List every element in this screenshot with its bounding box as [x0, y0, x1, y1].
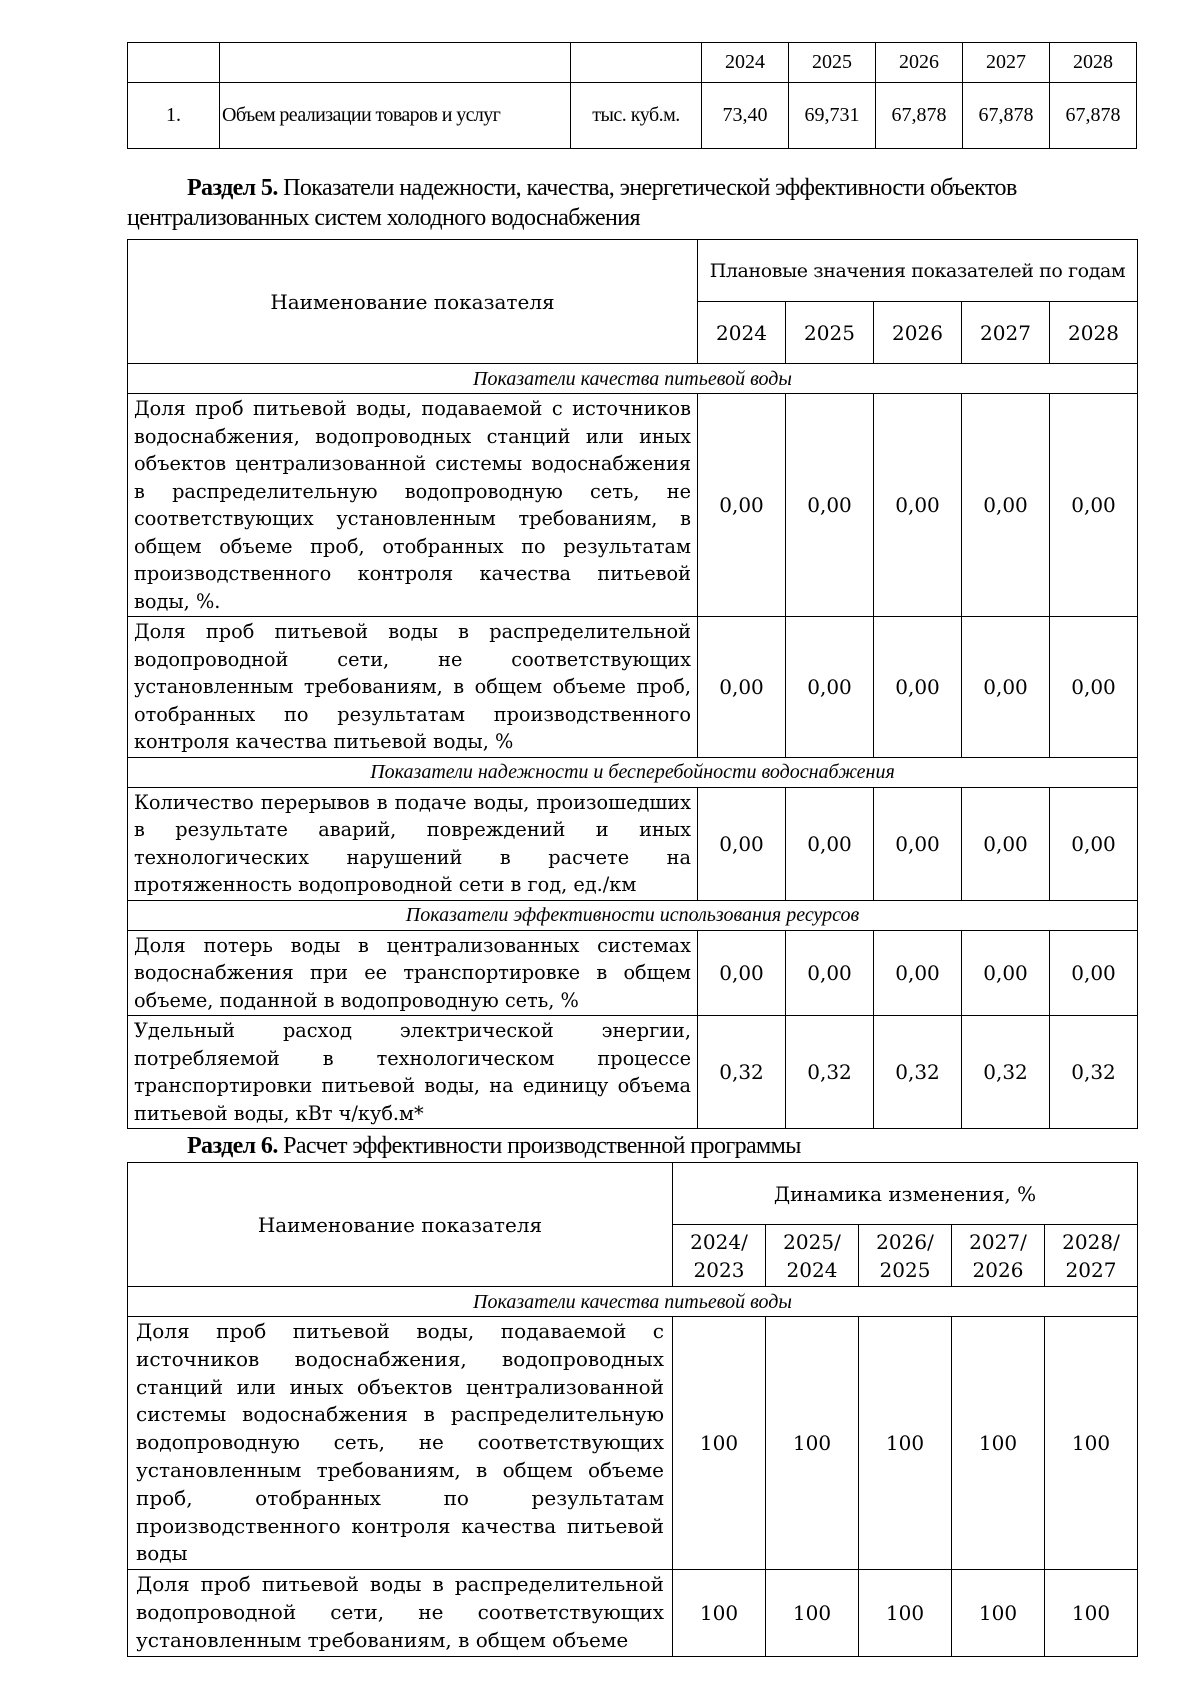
year-cell: 2027: [962, 302, 1050, 364]
column-header-name: Наименование показателя: [128, 1163, 673, 1287]
year-cell: 2026: [874, 302, 962, 364]
period-from: 2028/: [1062, 1229, 1120, 1254]
indicator-name: Доля проб питьевой воды, подаваемой с источников водоснабжения, водопроводных станций или иных объектов централизованной системы водоснабжения в распределительную водопроводную сеть, не соответствующих установленным требованиям, в общем объеме проб, отобранных по результатам производственного контроля качества питьевой воды, %.: [128, 394, 698, 617]
value-cell: 0,00: [786, 394, 874, 617]
year-cell: 2024: [698, 302, 786, 364]
year-header-row: [128, 43, 1137, 83]
value-cell: 0,32: [786, 1016, 874, 1129]
category-row: [128, 364, 1138, 394]
value-cell: 0,00: [874, 394, 962, 617]
indicator-name: Доля проб питьевой воды в распределительной водопроводной сети, не соответствующих установленным требованиям, в общем объеме: [128, 1570, 673, 1656]
row-number: 1.: [128, 83, 220, 149]
value-cell: 0,00: [786, 617, 874, 758]
period-to: 2026: [972, 1257, 1024, 1282]
value-cell: 100: [859, 1570, 952, 1656]
table-row: [128, 930, 1138, 1016]
period-to: 2027: [1065, 1257, 1117, 1282]
year-cell: 2028: [1050, 302, 1138, 364]
value-cell: 67,878: [1050, 83, 1137, 149]
period-to: 2025: [879, 1257, 931, 1282]
value-cell: 100: [1045, 1317, 1138, 1570]
category-title: Показатели качества питьевой воды: [128, 364, 1138, 394]
year-cell: 2027: [963, 43, 1050, 83]
category-row: [128, 757, 1138, 787]
indicator-name: Количество перерывов в подаче воды, произошедших в результате аварий, повреждений и иных технологических нарушений в расчете на протяженность водопроводной сети в год, ед./км: [128, 787, 698, 900]
category-title: Показатели эффективности использования ресурсов: [128, 900, 1138, 930]
period-cell: [952, 1225, 1045, 1287]
value-cell: 0,00: [698, 930, 786, 1016]
value-cell: 0,00: [962, 787, 1050, 900]
value-cell: 0,00: [1050, 787, 1138, 900]
value-cell: 67,878: [876, 83, 963, 149]
section-title: Показатели надежности, качества, энергетической эффективности объектов централизованных систем холодного водоснабжения: [127, 175, 1017, 231]
value-cell: 0,00: [1050, 930, 1138, 1016]
period-from: 2025/: [783, 1229, 841, 1254]
year-cell: 2024: [702, 43, 789, 83]
unit-cell: тыс. куб.м.: [571, 83, 702, 149]
value-cell: 100: [1045, 1570, 1138, 1656]
section-label: Раздел 5.: [187, 175, 278, 201]
table-row: [128, 394, 1138, 617]
sales-volume-table: [127, 42, 1137, 149]
indicator-name: Объем реализации товаров и услуг: [220, 83, 571, 149]
value-cell: 100: [766, 1317, 859, 1570]
empty-cell: [220, 43, 571, 83]
value-cell: 73,40: [702, 83, 789, 149]
value-cell: 69,731: [789, 83, 876, 149]
value-cell: 0,00: [786, 930, 874, 1016]
value-cell: 100: [952, 1317, 1045, 1570]
value-cell: 0,00: [962, 930, 1050, 1016]
year-cell: 2026: [876, 43, 963, 83]
section-title: Расчет эффективности производственной программы: [277, 1133, 801, 1159]
value-cell: 0,32: [962, 1016, 1050, 1129]
category-title: Показатели надежности и бесперебойности водоснабжения: [128, 757, 1138, 787]
table-row: [128, 787, 1138, 900]
empty-cell: [128, 43, 220, 83]
header-row: [128, 1163, 1138, 1225]
table-row: [128, 1016, 1138, 1129]
table-row: [128, 1570, 1138, 1656]
category-title: Показатели качества питьевой воды: [128, 1287, 1138, 1317]
value-cell: 100: [673, 1570, 766, 1656]
value-cell: 0,32: [698, 1016, 786, 1129]
period-from: 2027/: [969, 1229, 1027, 1254]
year-cell: 2028: [1050, 43, 1137, 83]
period-cell: [673, 1225, 766, 1287]
indicator-name: Удельный расход электрической энергии, потребляемой в технологическом процессе транспортировки питьевой воды, на единицу объема питьевой воды, кВт ч/куб.м*: [128, 1016, 698, 1129]
value-cell: 67,878: [963, 83, 1050, 149]
reliability-indicators-table: [127, 239, 1138, 1129]
value-cell: 0,00: [698, 394, 786, 617]
value-cell: 0,00: [874, 930, 962, 1016]
column-header-plan: Плановые значения показателей по годам: [698, 240, 1138, 302]
value-cell: 100: [766, 1570, 859, 1656]
column-header-name: Наименование показателя: [128, 240, 698, 364]
table-row: [128, 1317, 1138, 1570]
value-cell: 0,00: [698, 787, 786, 900]
period-cell: [859, 1225, 952, 1287]
value-cell: 100: [673, 1317, 766, 1570]
value-cell: 0,32: [874, 1016, 962, 1129]
period-from: 2024/: [690, 1229, 748, 1254]
value-cell: 100: [859, 1317, 952, 1570]
period-cell: [766, 1225, 859, 1287]
section-6-heading: [187, 1131, 1137, 1161]
section-label: Раздел 6.: [187, 1133, 278, 1159]
value-cell: 100: [952, 1570, 1045, 1656]
table-row: [128, 83, 1137, 149]
column-header-dynamics: Динамика изменения, %: [673, 1163, 1138, 1225]
table-row: [128, 617, 1138, 758]
period-to: 2024: [786, 1257, 838, 1282]
value-cell: 0,00: [786, 787, 874, 900]
period-cell: [1045, 1225, 1138, 1287]
value-cell: 0,00: [1050, 394, 1138, 617]
efficiency-calculation-table: [127, 1162, 1138, 1657]
value-cell: 0,00: [962, 617, 1050, 758]
value-cell: 0,32: [1050, 1016, 1138, 1129]
indicator-name: Доля потерь воды в централизованных системах водоснабжения при ее транспортировке в общем объеме, поданной в водопроводную сеть, %: [128, 930, 698, 1016]
period-to: 2023: [693, 1257, 745, 1282]
value-cell: 0,00: [1050, 617, 1138, 758]
value-cell: 0,00: [874, 787, 962, 900]
year-cell: 2025: [786, 302, 874, 364]
value-cell: 0,00: [962, 394, 1050, 617]
value-cell: 0,00: [698, 617, 786, 758]
period-from: 2026/: [876, 1229, 934, 1254]
year-cell: 2025: [789, 43, 876, 83]
header-row: [128, 240, 1138, 302]
indicator-name: Доля проб питьевой воды в распределительной водопроводной сети, не соответствующих установленным требованиям, в общем объеме проб, отобранных по результатам производственного контроля качества питьевой воды, %: [128, 617, 698, 758]
section-5-heading: [127, 173, 1137, 233]
indicator-name: Доля проб питьевой воды, подаваемой с источников водоснабжения, водопроводных станций или иных объектов централизованной системы водоснабжения в распределительную водопроводную сеть, не соответствующих установленным требованиям, в общем объеме проб, отобранных по результатам производственного контроля качества питьевой воды: [128, 1317, 673, 1570]
category-row: [128, 1287, 1138, 1317]
category-row: [128, 900, 1138, 930]
value-cell: 0,00: [874, 617, 962, 758]
empty-cell: [571, 43, 702, 83]
